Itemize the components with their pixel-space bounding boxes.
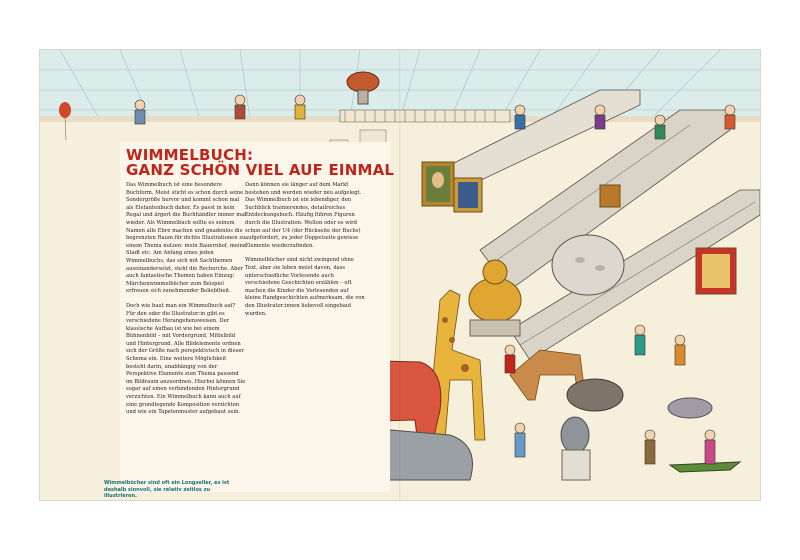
article-column-1 — [126, 182, 246, 424]
headline-line-2: GANZ SCHÖN VIEL AUF EINMAL — [126, 161, 395, 179]
headline-line-1: WIMMELBUCH: — [126, 146, 254, 164]
article-column-2 — [245, 182, 365, 325]
image-caption: Wimmelbücher sind oft ein Longseller, es ist deshalb sinnvoll, sie relativ zeitlos zu illustrieren. — [104, 480, 230, 499]
page-gutter — [399, 50, 401, 500]
paragraph: Dann können sie länger auf dem Markt bestehen und werden wieder neu aufgelegt. Das Wimmelbuch ist ein lebendiger, den Suchblick trainierendes, detailreiches Entdeckungsbuch. Häufig führen Figuren durch die Illustration. Welten oder es wird schon auf der U4 (der Rückseite der Buchs) aufgefordert, zu jeder Doppelseite gewisse Elemente wiederzufinden. — [245, 182, 362, 249]
paragraph: Das Wimmelbuch ist eine besondere Buchform. Meist sticht es schon durch seine Sondergröße hervor und kommt schon mal als Elefantenbuch daher. Es passt in kein Regal und ärgert die Buchhändler immer mal wieder. Als Wimmelbuch sollte es seinem Namen alle Ehre machen und gnadenlos die begrenzten Raum für dichte Illustrationen zu einem Thema nutzen: mein Bauernhof, meine Stadt etc. Am Anfang eines jeden Wimmelbuchs, das sich mit Sachthemen auseinandersetzt, steht die Recherche. Aber auch fantastische Themen haben Einzug: Märchenwimmelbücher zum Beispiel erfreuen sich zunehmender Beliebtheit. — [126, 182, 246, 295]
paragraph: Doch wie baut man ein Wimmelbuch auf? Für den oder die Illustrator:in gibt es verschiedene Herangehensweisen. Der klassische Aufbau ist wie bei einem Bühnenbild – mit Vordergrund, Mittelbild und Hintergrund. Alle Bildelemente ordnen sich der Größe nach perspektivisch in dieser Schema ein. Eine weitere Möglichkeit besteht darin, unabhängig von der Perspektive Elemente zum Thema passend im Bildraum anzuordnen. Hierbei können Sie sogar auf einen verbindenden Hintergrund verzichten. Ein Wimmelbuch kann auch auf eine grundlegende Komposition verzichten und wie ein Tapetenmuster aufgebaut sein. — [126, 302, 246, 416]
statue-head — [552, 235, 624, 295]
magazine-spread — [40, 50, 760, 500]
bust-sculpture — [561, 417, 590, 480]
paragraph: Wimmelbücher sind nicht zwingend ohne Text, aber sie leben meist davon, dass unterschiedliche Vorlesende auch verschiedene Geschichten erzählen – oft machen die Kinder die Vorlesenden auf kleine Randgeschichten aufmerksam, die von den Illustrator:innen liebevoll eingebaut wurden. — [245, 257, 365, 317]
article-headline — [126, 146, 395, 179]
